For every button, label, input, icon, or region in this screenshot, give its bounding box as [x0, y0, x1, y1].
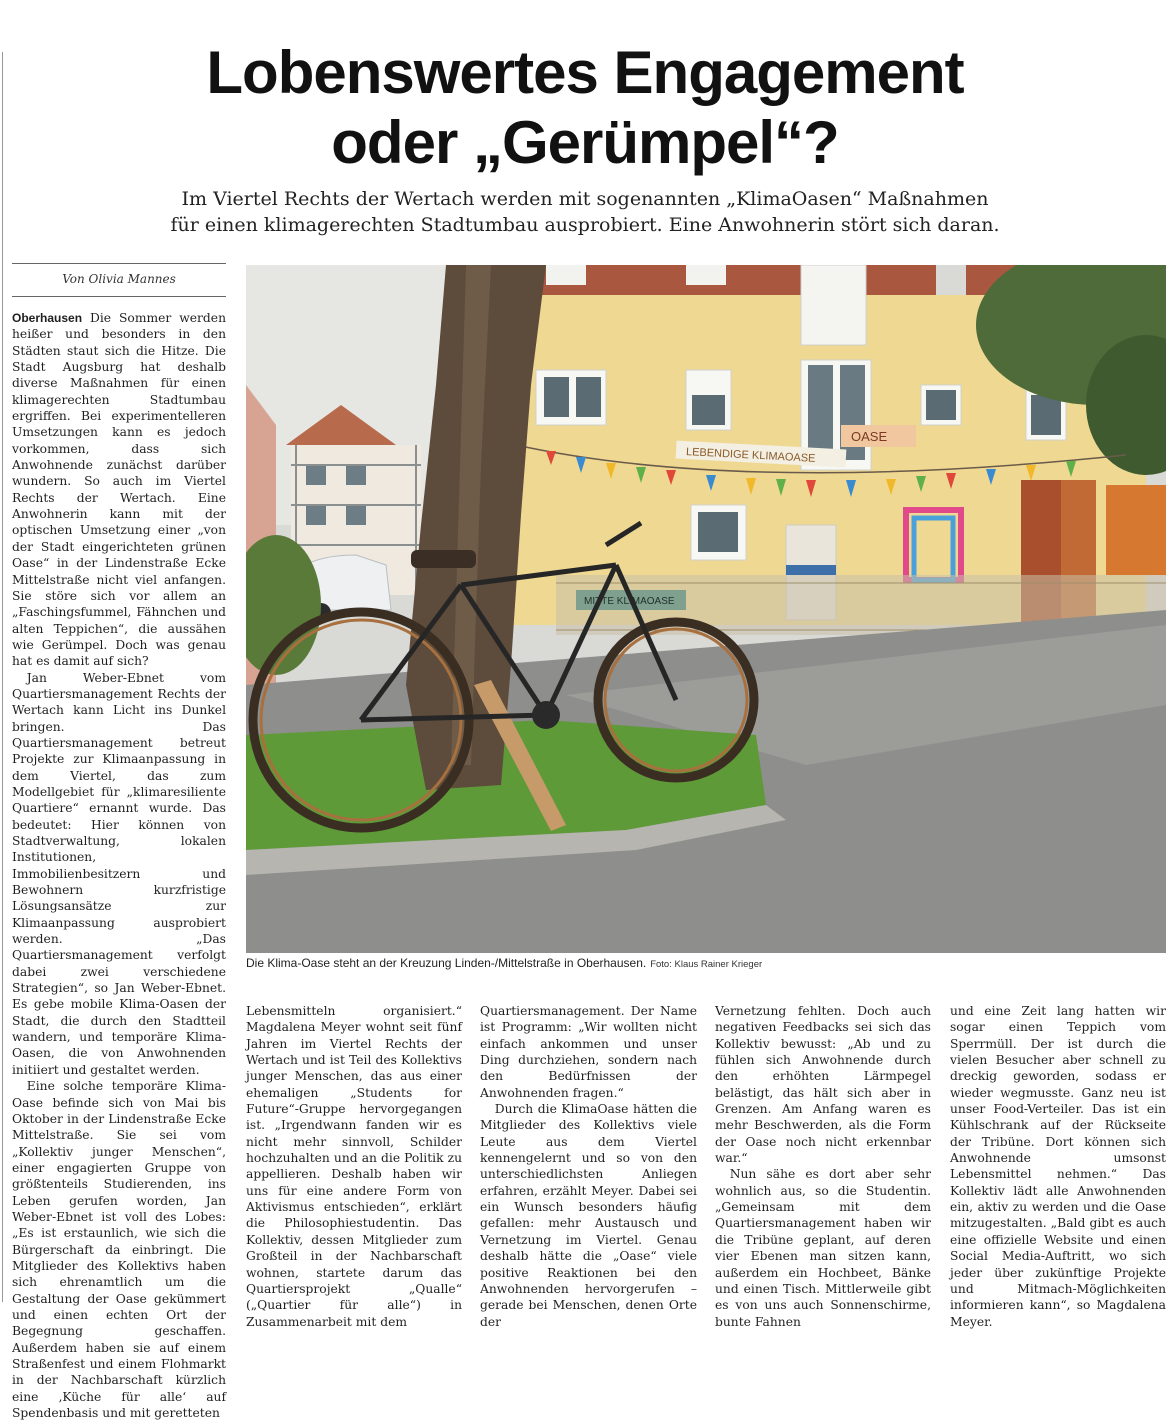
bench-sign-text: MITTE KLIMAOASE	[584, 596, 675, 607]
subheadline	[0, 186, 1170, 238]
headline-line-2: oder „Gerümpel“?	[331, 109, 839, 176]
caption-text: Die Klima-Oase steht an der Kreuzung Linden-/Mittelstraße in Oberhausen.	[246, 956, 647, 970]
dateline: Oberhausen	[12, 311, 83, 325]
paragraph-text: Die Sommer werden heißer und besonders in den Städten staut sich die Hitze. Die Stadt Augsburg hat deshalb diverse Maßnahmen für einen klimagerechten Stadtumbau ergriffen. Bei experimentelleren Umsetzungen kann es jedoch vorkommen, dass sich Anwohnende zunächst darüber wundern. So auch im Viertel Rechts der Wertach. Eine Anwohnerin kann mit der optischen Umsetzung einer „von der Stadt eingerichteten grünen Oase“ in der Lindenstraße Ecke Mittelstraße nicht viel anfangen. Sie störe sich vor allem an „Faschingsfummel, Fähnchen und alten Teppichen“, die aussähen wie Gerümpel. Doch was genau hat es damit auf sich?	[12, 311, 226, 669]
subhead-line-1: Im Viertel Rechts der Wertach werden mit sogenannten „KlimaOasen“ Maßnahmen	[181, 188, 989, 210]
page-left-rule	[2, 52, 3, 1302]
photo-credit: Foto: Klaus Rainer Krieger	[650, 959, 763, 970]
paragraph: Nun sähe es dort aber sehr wohnlich aus, so die Studentin. „Gemeinsam mit dem Quartiersmanagement haben wir die Tribüne geplant, auf deren vier Ebenen man sitzen kann, außerdem ein Hochbeet, Bänke und einen Tisch. Mittlerweile gibt es von uns auch Sonnenschirme, bunte Fahnen	[715, 1167, 931, 1329]
paragraph	[12, 310, 226, 670]
article-column-2	[246, 1003, 462, 1330]
article-column-4	[715, 1003, 931, 1330]
paragraph: Lebensmitteln organisiert.“ Magdalena Meyer wohnt seit fünf Jahren im Viertel Rechts der Wertach und ist Teil des Kollektivs junger Menschen, das aus einer ehemaligen „Students for Future“-Gruppe hervorgegangen ist. „Irgendwann fanden wir es nicht mehr sinnvoll, Schilder hochzuhalten und an die Politik zu appellieren. Deshalb haben wir uns für eine andere Form von Aktivismus entschieden“, erklärt die Philosophiestudentin. Das Kollektiv, dessen Mitglieder zum Großteil in der Nachbarschaft wohnen, startete darum das Quartiersprojekt „Qualle“ („Quartier für alle“) in Zusammenarbeit mit dem	[246, 1004, 462, 1329]
house-sign-text: OASE	[851, 429, 888, 444]
photo-caption	[246, 955, 1166, 973]
byline-rule-top	[12, 263, 226, 264]
paragraph: Jan Weber-Ebnet vom Quartiersmanagement Rechts der Wertach kann Licht ins Dunkel bringen. Das Quartiersmanagement betreut Projekte zur Klimaanpassung in dem Viertel, das zum Modellgebiet für „klimaresiliente Quartiere“ ernannt wurde. Das bedeutet: Hier können von Stadtverwaltung, lokalen Institutionen, Immobilienbesitzern und Bewohnern kurzfristige Lösungsansätze zur Klimaanpassung ausprobiert werden. „Das Quartiersmanagement verfolgt dabei zwei verschiedene Strategien“, so Jan Weber-Ebnet. Es gebe mobile Klima-Oasen der Stadt, die durch den Stadtteil wandern, und temporäre Klima-Oasen, die von Anwohnenden initiiert und gestaltet werden.	[12, 670, 226, 1077]
paragraph: Durch die KlimaOase hätten die Mitglieder des Kollektivs viele Leute aus dem Viertel kennengelernt und so von den unterschiedlichsten Anliegen erfahren, erzählt Meyer. Dabei sei ein Wunsch besonders häufig gefallen: mehr Austausch und Vernetzung im Viertel. Genau deshalb hätte die „Oase“ viele positive Reaktionen bei den Anwohnenden hervorgerufen – gerade bei Menschen, denen Orte der	[480, 1102, 697, 1329]
wall-sign-text: LEBENDIGE KLIMAOASE	[685, 446, 816, 465]
paragraph: und eine Zeit lang hatten wir sogar einen Teppich vom Sperrmüll. Der ist durch die vielen Besucher aber schnell zu dreckig geworden, sodass er wieder wegmusste. Ganz neu ist unser Food-Verteiler. Das ist ein Kühlschrank auf der Rückseite der Tribüne. Dort können sich Anwohnende umsonst Lebensmittel nehmen.“ Das Kollektiv lädt alle Anwohnenden ein, aktiv zu werden und die Oase mitzugestalten. „Bald gibt es auch eine offizielle Website und einen Social Media-Auftritt, wo sich jeder über zukünftige Projekte und Mitmach-Möglichkeiten informieren kann“, so Magdalena Meyer.	[950, 1004, 1166, 1329]
headline-line-1: Lobenswertes Engagement	[206, 39, 964, 106]
paragraph: Vernetzung fehlten. Doch auch negativen Feedbacks sei sich das Kollektiv bewusst: „Ab und zu fühlen sich Anwohnende durch den erhöhten Lärmpegel belästigt, das hält sich aber in Grenzen. Am Anfang waren es mehr Beschwerden, als die Form der Oase noch nicht erkennbar war.“	[715, 1004, 931, 1166]
article-column-3	[480, 1003, 697, 1330]
headline	[0, 38, 1170, 178]
paragraph: Quartiersmanagement. Der Name ist Programm: „Wir wollten nicht einfach ankommen und unser Ding durchziehen, sondern nach den Bedürfnissen der Anwohnenden fragen.“	[480, 1004, 697, 1100]
byline: Von Olivia Mannes	[62, 272, 176, 286]
article-column-5	[950, 1003, 1166, 1330]
article-column-1	[12, 310, 226, 1421]
paragraph: Eine solche temporäre Klima-Oase befinde sich von Mai bis Oktober in der Lindenstraße Ecke Mittelstraße. Sie sei vom „Kollektiv junger Menschen“, einer engagierten Gruppe von größtenteils Studierenden, ins Leben gerufen worden, Jan Weber-Ebnet ist voll des Lobes: „Es ist erstaunlich, wie sich die Bürgerschaft da einbringt. Die Mitglieder des Kollektivs haben sich ehrenamtlich um die Gestaltung der Oase gekümmert und einen echten Ort der Begegnung geschaffen. Außerdem haben sie auf einem Straßenfest und einem Flohmarkt in der Nachbarschaft kürzlich eine ‚Küche für alle‘ auf Spendenbasis und mit geretteten	[12, 1079, 226, 1421]
subhead-line-2: für einen klimagerechten Stadtumbau ausprobiert. Eine Anwohnerin stört sich daran.	[170, 214, 1000, 236]
byline-rule-bottom	[12, 296, 226, 297]
article-photo	[246, 265, 1166, 953]
